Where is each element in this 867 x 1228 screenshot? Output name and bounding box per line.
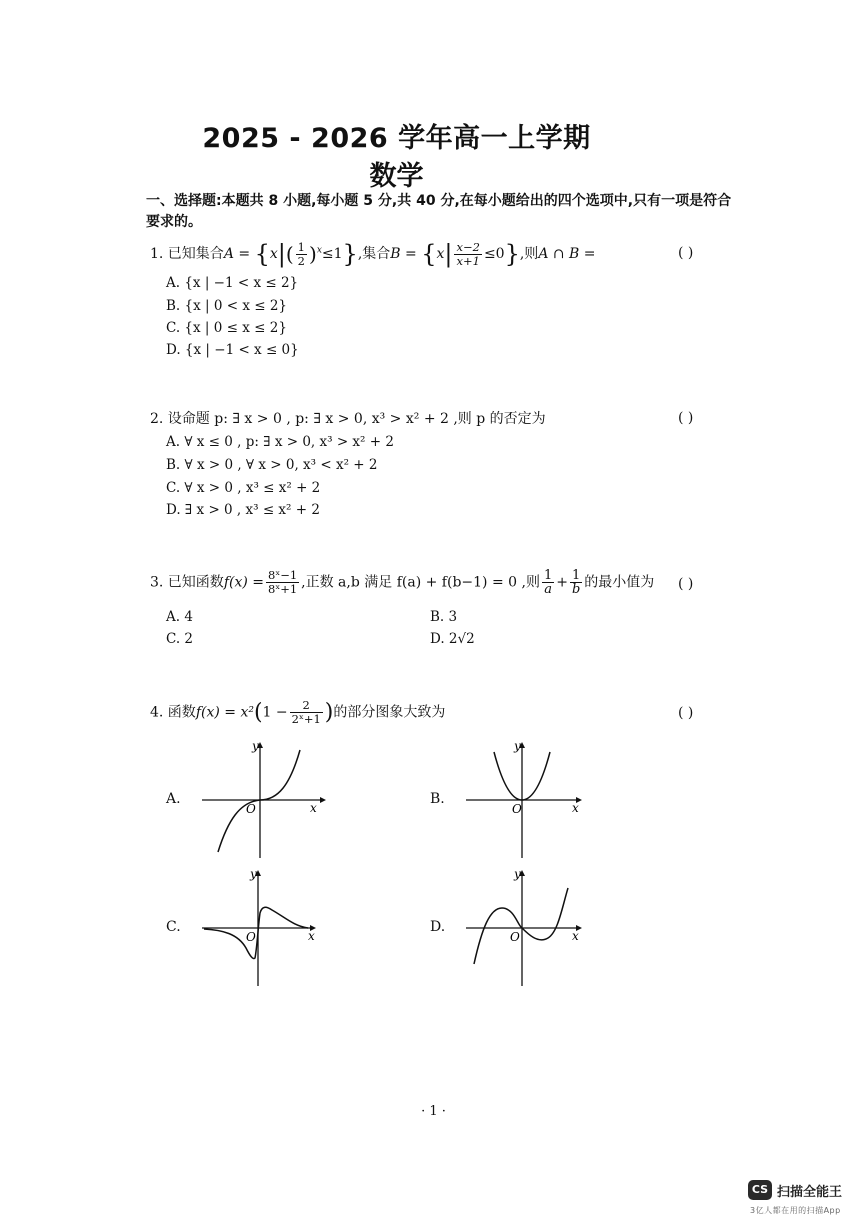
axis-x-label: x	[572, 929, 579, 943]
q1-option-b: B. {x | 0 < x ≤ 2}	[166, 298, 288, 314]
origin-label: O	[246, 930, 256, 944]
q3-option-d: D. 2√2	[430, 631, 475, 647]
origin-label: O	[246, 802, 256, 816]
exam-title: 2025 - 2026 学年高一上学期	[202, 123, 591, 154]
q2-option-d: D. ∃ x > 0 , x³ ≤ x² + 2	[166, 502, 320, 518]
question-2-stem: 2. 设命题 p: ∃ x > 0 , p: ∃ x > 0, x³ > x² + 2 ,则 p 的否定为	[150, 411, 546, 427]
q1-option-a: A. {x | −1 < x ≤ 2}	[166, 275, 299, 291]
q2-option-c: C. ∀ x > 0 , x³ ≤ x² + 2	[166, 480, 321, 496]
q2-option-b: B. ∀ x > 0 , ∀ x > 0, x³ < x² + 2	[166, 457, 378, 473]
graph-d	[462, 868, 592, 988]
q3-option-c: C. 2	[166, 631, 194, 647]
axis-y-label: y	[514, 868, 521, 881]
exam-subtitle: 数学	[369, 161, 424, 192]
q4-option-d-label: D.	[430, 919, 446, 935]
graph-b	[462, 740, 592, 860]
axis-x-label: x	[310, 801, 317, 815]
graph-a	[198, 740, 328, 860]
page-number: · 1 ·	[421, 1104, 446, 1119]
answer-paren-2: ( )	[678, 410, 694, 426]
axis-x-label: x	[308, 929, 315, 943]
q3-option-b: B. 3	[430, 609, 458, 625]
question-1-stem: 1. 已知集合A = {x|( $\frac{1}{2}$ )$^x$≤1},集合B = {x| $\frac{x-2}{x+1}$ ≤0},则A ∩ B =	[150, 239, 596, 268]
question-4-stem: 4. 函数f(x) = x²(1 − $\frac{2}{\text{2ˣ+1}}$ )的部分图象大致为	[150, 698, 446, 726]
q4-option-c-label: C.	[166, 919, 181, 935]
axis-y-label: y	[250, 868, 257, 881]
scanner-slogan: 3亿人都在用的扫描App	[750, 1206, 841, 1215]
answer-paren-1: ( )	[678, 245, 694, 261]
axis-y-label: y	[514, 740, 521, 753]
answer-paren-4: ( )	[678, 705, 694, 721]
q4-option-b-label: B.	[430, 791, 445, 807]
question-3-stem: 3. 已知函数f(x) = $\frac{\text{8ˣ−1}}{\text{8ˣ+1}}$ ,正数 a,b 满足 f(a) + f(b−1) = 0 ,则 $\frac{1}{a}$ + $\frac{1}{b}$ 的最小值为	[150, 568, 655, 597]
answer-paren-3: ( )	[678, 576, 694, 592]
q4-option-a-label: A.	[166, 791, 181, 807]
graph-c	[198, 868, 328, 988]
axis-y-label: y	[252, 740, 259, 753]
scanner-logo-icon: CS	[748, 1180, 772, 1200]
origin-label: O	[510, 930, 520, 944]
scanner-app-name: 扫描全能王	[777, 1185, 843, 1200]
origin-label: O	[512, 802, 522, 816]
q1-option-c: C. {x | 0 ≤ x ≤ 2}	[166, 320, 287, 336]
section-heading: 一、选择题:本题共 8 小题,每小题 5 分,共 40 分,在每小题给出的四个选项中,只有一项是符合要求的。	[146, 193, 732, 230]
q3-option-a: A. 4	[166, 609, 193, 625]
q2-option-a: A. ∀ x ≤ 0 , p: ∃ x > 0, x³ > x² + 2	[166, 434, 394, 450]
q1-option-d: D. {x | −1 < x ≤ 0}	[166, 342, 299, 358]
axis-x-label: x	[572, 801, 579, 815]
